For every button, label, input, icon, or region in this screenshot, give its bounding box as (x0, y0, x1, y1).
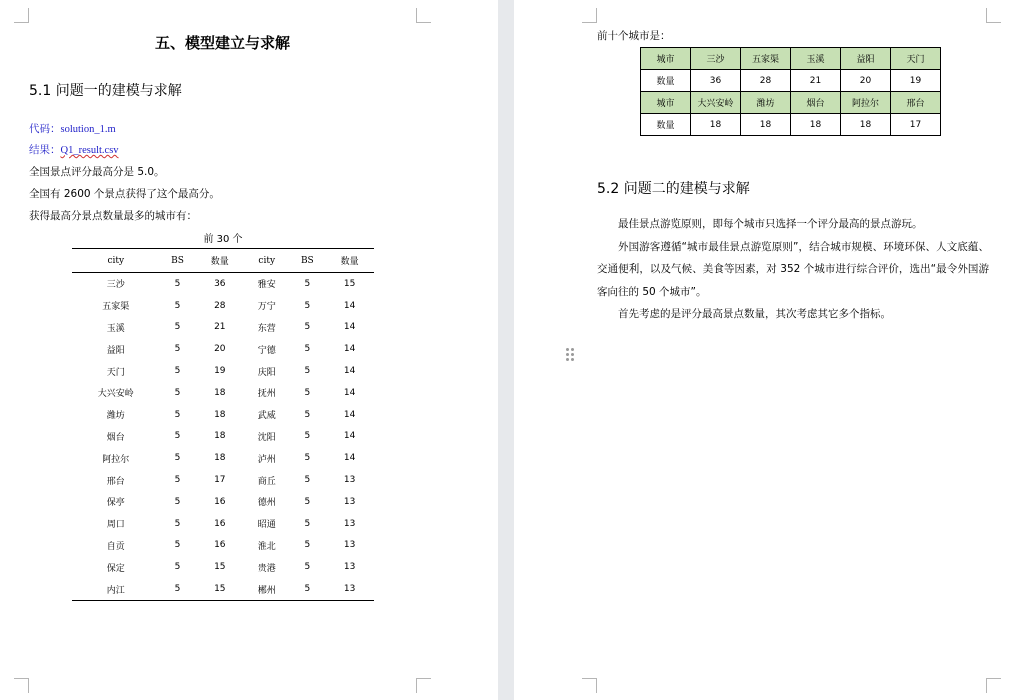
grid-cell: 18 (741, 114, 791, 136)
crop-mark-top-right-right-page (986, 8, 1001, 23)
cell-city: 大兴安岭 (97, 389, 134, 400)
cell-city-2: 商丘 (257, 476, 276, 487)
cell-city: 五家渠 (102, 302, 130, 313)
table-caption: 前 30 个 (203, 234, 243, 245)
cell-bs: 5 (174, 278, 181, 289)
cell-city-2: 庆阳 (257, 367, 276, 378)
cell-bs: 5 (160, 578, 196, 600)
cell-count: 21 (214, 322, 226, 333)
cell-bs-2: 5 (304, 300, 311, 311)
cell-count: 20 (214, 344, 226, 355)
crop-mark-top-right (416, 8, 431, 23)
cell-count: 36 (214, 278, 226, 289)
cell-bs: 5 (174, 366, 181, 377)
grid-cell: 18 (841, 114, 891, 136)
table-row (72, 404, 374, 426)
cell-count-2: 14 (343, 322, 356, 333)
cell-count-2: 15 (343, 278, 356, 289)
cell-count: 16 (214, 518, 226, 529)
cell-count-2: 14 (343, 366, 356, 377)
grid-city-row (641, 48, 941, 70)
cell-bs-2: 5 (304, 366, 311, 377)
cell-bs-2: 5 (304, 278, 311, 289)
cell-bs: 5 (174, 387, 181, 398)
section-title-5-1: 5.1 问题一的建模与求解 (29, 83, 182, 99)
cell-count-2: 13 (343, 518, 356, 529)
cell-bs-2: 5 (304, 453, 311, 464)
cell-count-2: 14 (343, 300, 356, 311)
cell-count-2: 14 (343, 387, 356, 398)
cell-city-2: 东营 (257, 323, 276, 334)
cell-city-2: 郴州 (244, 578, 289, 600)
result-label: 结果： (29, 144, 61, 156)
grid-cell: 19 (891, 70, 941, 92)
grid-cell: 21 (791, 70, 841, 92)
cell-city: 烟台 (106, 432, 125, 443)
body-line-top-cities: 获得最高分景点数量最多的城市有： (29, 210, 197, 222)
grid-cell: 大兴安岭 (691, 92, 741, 114)
col-header-bs-2: BS (289, 249, 325, 273)
cell-bs: 5 (174, 475, 181, 486)
cell-city-2: 贵港 (257, 563, 276, 574)
grid-count-row (641, 114, 941, 136)
cell-count: 19 (214, 366, 226, 377)
cell-bs-2: 5 (304, 322, 311, 333)
cell-count: 18 (214, 431, 226, 442)
cell-count-2: 14 (343, 409, 356, 420)
cell-count-2: 13 (325, 578, 374, 600)
cell-bs-2: 5 (304, 431, 311, 442)
code-filename[interactable]: solution_1.m (60, 124, 116, 135)
table-row (72, 382, 374, 404)
cell-city: 邢台 (106, 476, 125, 487)
grid-cell: 三沙 (691, 48, 741, 70)
cell-count-2: 13 (343, 496, 356, 507)
grid-cell: 17 (891, 114, 941, 136)
cell-count: 15 (214, 562, 226, 573)
grid-cell: 邢台 (891, 92, 941, 114)
cell-city: 天门 (106, 367, 125, 378)
grid-row-label: 数量 (641, 70, 691, 92)
cell-count-2: 14 (343, 344, 356, 355)
table-row (72, 491, 374, 513)
grid-row-label: 城市 (641, 92, 691, 114)
cell-city: 三沙 (106, 280, 125, 291)
cell-city-2: 昭通 (257, 520, 276, 531)
cell-city-2: 抚州 (257, 389, 276, 400)
cell-count-2: 13 (343, 562, 356, 573)
cell-bs: 5 (174, 344, 181, 355)
cell-city: 益阳 (106, 345, 125, 356)
paragraph-evaluation: 外国游客遵循“城市最佳景点游览原则”，结合城市规模、环境环保、人文底蕴、交通便利，以及气候、美食等因素，对 352 个城市进行综合评价，选出“最令外国游客向往的 50 个城市”。 (597, 240, 989, 298)
col-header-count: 数量 (195, 249, 244, 273)
grid-row-label: 数量 (641, 114, 691, 136)
paragraph-principle: 最佳景点游览原则，即每个城市只选择一个评分最高的景点游玩。 (618, 218, 923, 230)
table-row (72, 535, 374, 557)
cell-city-2: 沈阳 (257, 432, 276, 443)
section-title-5-2: 5.2 问题二的建模与求解 (597, 181, 750, 197)
grid-cell: 五家渠 (741, 48, 791, 70)
cell-bs-2: 5 (304, 387, 311, 398)
cell-count: 17 (214, 475, 226, 486)
paragraph-criteria: 首先考虑的是评分最高景点数量，其次考虑其它多个指标。 (618, 308, 891, 320)
grid-cell: 天门 (891, 48, 941, 70)
table-row (72, 513, 374, 535)
cell-count-2: 14 (343, 453, 356, 464)
grid-cell: 20 (841, 70, 891, 92)
table-row (72, 295, 374, 317)
body-line-count: 全国有 2600 个景点获得了这个最高分。 (29, 188, 220, 200)
code-label: 代码： (29, 123, 61, 135)
cell-bs-2: 5 (304, 475, 311, 486)
cell-city: 内江 (72, 578, 160, 600)
table-row (72, 338, 374, 360)
cell-bs-2: 5 (304, 496, 311, 507)
result-filename[interactable]: Q1_result.csv (60, 145, 119, 156)
cell-bs: 5 (174, 300, 181, 311)
cell-bs-2: 5 (289, 578, 325, 600)
grid-city-row (641, 92, 941, 114)
crop-mark-top-left-right-page (582, 8, 597, 23)
grid-cell: 烟台 (791, 92, 841, 114)
section-5-2-body (597, 213, 989, 326)
cell-count-2: 13 (343, 540, 356, 551)
crop-mark-bottom-left-right-page (582, 678, 597, 693)
body-line-max-score: 全国景点评分最高分是 5.0。 (29, 166, 165, 178)
result-line (29, 142, 119, 157)
cell-city-2: 淮北 (257, 541, 276, 552)
col-header-bs: BS (160, 249, 196, 273)
cell-city: 玉溪 (106, 323, 125, 334)
col-header-city-2: city (244, 249, 289, 273)
grid-row-label: 城市 (641, 48, 691, 70)
cell-bs: 5 (174, 322, 181, 333)
crop-mark-bottom-right (416, 678, 431, 693)
cell-count: 18 (214, 453, 226, 464)
grid-cell: 益阳 (841, 48, 891, 70)
cell-bs: 5 (174, 453, 181, 464)
cell-city: 保定 (106, 563, 125, 574)
cell-bs-2: 5 (304, 344, 311, 355)
table-row (72, 578, 374, 600)
cell-bs: 5 (174, 540, 181, 551)
cell-city-2: 宁德 (257, 345, 276, 356)
crop-mark-top-left (14, 8, 29, 23)
cell-city: 自贡 (106, 541, 125, 552)
cell-bs: 5 (174, 518, 181, 529)
col-header-count-2: 数量 (325, 249, 374, 273)
cell-bs-2: 5 (304, 518, 311, 529)
cell-count: 16 (214, 496, 226, 507)
grid-count-row (641, 70, 941, 92)
top-ten-intro: 前十个城市是： (597, 30, 671, 42)
grid-cell: 36 (691, 70, 741, 92)
top30-table (72, 248, 374, 601)
cell-bs: 5 (174, 496, 181, 507)
cell-count: 18 (214, 387, 226, 398)
cell-city: 保亭 (106, 498, 125, 509)
cell-bs: 5 (174, 562, 181, 573)
top10-table (640, 47, 941, 136)
grid-cell: 潍坊 (741, 92, 791, 114)
cell-count: 28 (214, 300, 226, 311)
cell-count: 15 (195, 578, 244, 600)
cell-bs-2: 5 (304, 409, 311, 420)
cell-bs: 5 (174, 409, 181, 420)
grid-cell: 18 (691, 114, 741, 136)
cell-bs-2: 5 (304, 540, 311, 551)
table-row (72, 273, 374, 295)
grid-cell: 18 (791, 114, 841, 136)
cell-count: 16 (214, 540, 226, 551)
grid-cell: 28 (741, 70, 791, 92)
table-row (72, 469, 374, 491)
cell-city: 阿拉尔 (102, 454, 130, 465)
col-header-city: city (72, 249, 160, 273)
chapter-title: 五、模型建立与求解 (154, 34, 290, 52)
cell-city-2: 武威 (257, 411, 276, 422)
crop-mark-bottom-right-right-page (986, 678, 1001, 693)
table-row (72, 556, 374, 578)
cell-city-2: 泸州 (257, 454, 276, 465)
drag-handle-icon[interactable] (566, 348, 574, 362)
cell-count-2: 14 (343, 431, 356, 442)
right-page (514, 0, 1028, 700)
cell-count: 18 (214, 409, 226, 420)
table-row (72, 360, 374, 382)
code-line (29, 121, 116, 136)
crop-mark-bottom-left (14, 678, 29, 693)
cell-city: 周口 (106, 520, 125, 531)
cell-city-2: 万宁 (257, 302, 276, 313)
table-header-row (72, 249, 374, 273)
left-page (0, 0, 498, 700)
cell-city: 潍坊 (106, 411, 125, 422)
cell-count-2: 13 (343, 475, 356, 486)
cell-bs: 5 (174, 431, 181, 442)
grid-cell: 阿拉尔 (841, 92, 891, 114)
cell-city-2: 雅安 (257, 280, 276, 291)
cell-bs-2: 5 (304, 562, 311, 573)
table-row (72, 447, 374, 469)
grid-cell: 玉溪 (791, 48, 841, 70)
cell-city-2: 德州 (257, 498, 276, 509)
table-row (72, 317, 374, 339)
table-row (72, 426, 374, 448)
